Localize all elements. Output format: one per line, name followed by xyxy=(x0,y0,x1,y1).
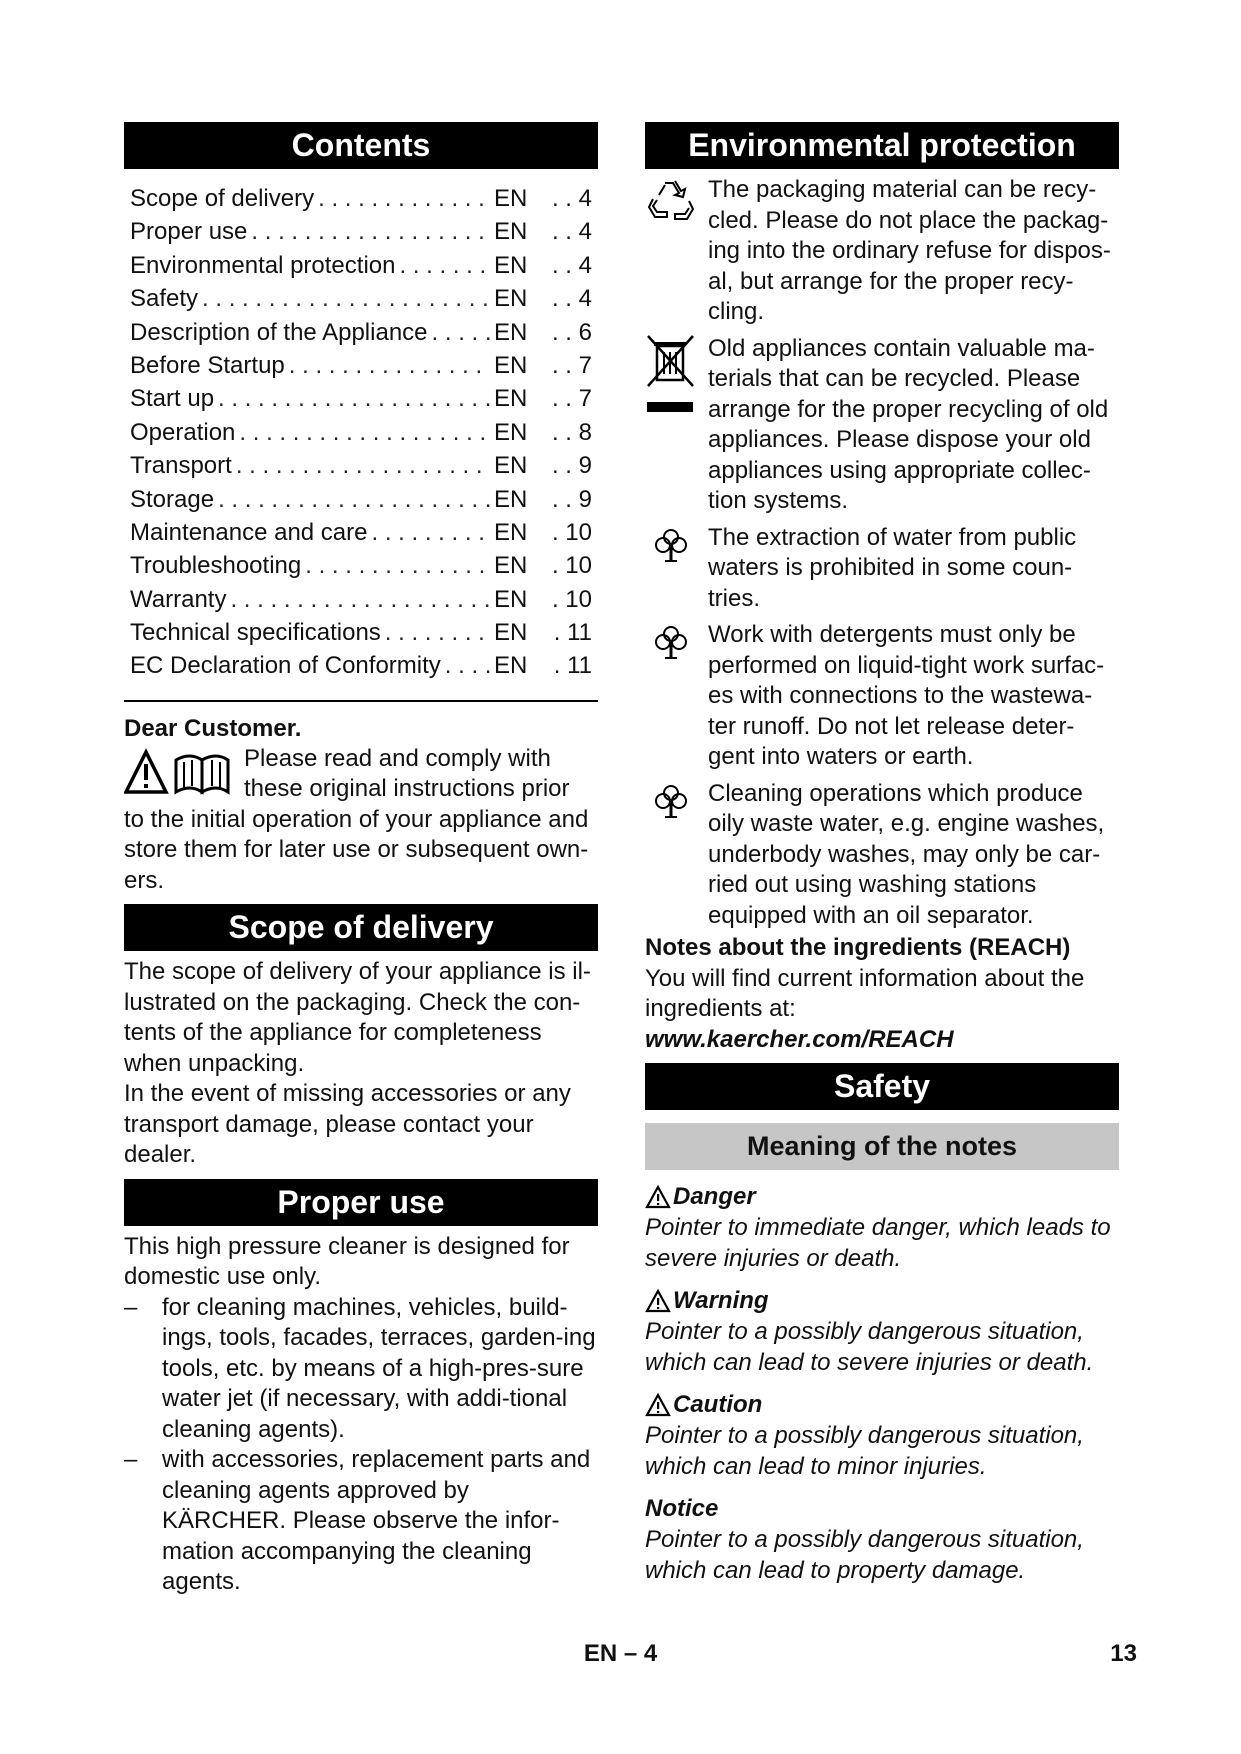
toc-leader-dots xyxy=(214,385,490,413)
toc-entry-title: Start up xyxy=(130,385,215,413)
toc-entry-lang: EN xyxy=(494,418,528,446)
table-of-contents xyxy=(124,185,598,686)
reach-text: You will find current information about the ingredients at: xyxy=(645,964,1085,1022)
toc-row xyxy=(130,586,592,619)
meaning-of-notes-heading: Meaning of the notes xyxy=(645,1123,1119,1170)
warning-triangle-icon xyxy=(645,1393,671,1417)
list-item-text: with accessories, replacement parts and cleaning agents approved by KÄRCHER. Please observe the infor-mation accompanying the cleaning agents. xyxy=(162,1446,591,1596)
warning-triangle-icon xyxy=(645,1185,671,1209)
toc-entry-page: . . 9 xyxy=(551,485,592,513)
toc-entry-lang: EN xyxy=(494,552,528,580)
proper-use-paragraph: This high pressure cleaner is designed for domestic use only. xyxy=(124,1232,570,1291)
toc-entry-lang: EN xyxy=(494,385,528,413)
toc-entry-page: . 10 xyxy=(551,585,592,613)
list-dash: – xyxy=(124,1446,138,1474)
toc-entry-title: Troubleshooting xyxy=(130,552,302,580)
env-item-detergents xyxy=(645,620,1119,773)
note-danger xyxy=(645,1182,1119,1274)
toc-row xyxy=(130,519,592,552)
toc-entry-page: . . 6 xyxy=(551,318,592,346)
dear-customer-heading: Dear Customer. xyxy=(124,714,302,742)
toc-entry-page: . . 4 xyxy=(551,285,592,313)
env-item-old-appliances xyxy=(645,334,1119,517)
toc-leader-dots xyxy=(301,552,490,580)
toc-row xyxy=(130,452,592,485)
toc-entry-title: Transport xyxy=(130,452,232,480)
crossed-bin-icon xyxy=(645,334,697,418)
toc-entry-page: . 10 xyxy=(551,518,592,546)
note-label: Danger xyxy=(673,1183,756,1210)
toc-leader-dots xyxy=(314,185,490,213)
toc-entry-lang: EN xyxy=(494,619,528,647)
toc-entry-lang: EN xyxy=(494,485,528,513)
intro-line-3: to the initial operation of your appliance and xyxy=(124,805,589,833)
toc-leader-dots xyxy=(235,419,490,447)
note-caution xyxy=(645,1390,1119,1482)
intro-line-5: ers. xyxy=(124,866,165,894)
toc-entry-title: Before Startup xyxy=(130,351,285,379)
toc-leader-dots xyxy=(226,586,490,614)
toc-leader-dots xyxy=(285,352,490,380)
toc-entry-title: Maintenance and care xyxy=(130,518,368,546)
list-dash: – xyxy=(124,1293,138,1321)
warning-manual-icon xyxy=(124,748,234,798)
env-text: Old appliances contain valuable ma-terials that can be recycled. Please arrange for the proper recycling of old appliances. Please dispose your old appliances using appropriate collec-tion systems. xyxy=(708,334,1109,514)
toc-leader-dots xyxy=(368,519,491,547)
toc-leader-dots xyxy=(381,619,490,647)
toc-entry-lang: EN xyxy=(494,452,528,480)
toc-entry-title: Safety xyxy=(130,285,199,313)
toc-entry-page: . . 4 xyxy=(551,185,592,212)
footer-page-number: 13 xyxy=(1110,1640,1137,1667)
toc-entry-page: . 11 xyxy=(553,619,592,647)
intro-line-4: store them for later use or subsequent own- xyxy=(124,836,589,864)
toc-row xyxy=(130,385,592,418)
toc-entry-page: . . 7 xyxy=(551,385,592,413)
toc-entry-lang: EN xyxy=(494,351,528,379)
warning-triangle-icon xyxy=(645,1289,671,1313)
left-column xyxy=(124,122,598,1598)
toc-entry-lang: EN xyxy=(494,218,528,246)
safety-heading: Safety xyxy=(645,1063,1119,1110)
toc-entry-lang: EN xyxy=(494,251,528,279)
toc-leader-dots xyxy=(428,319,490,347)
note-text: Pointer to a possibly dangerous situation, which can lead to property damage. xyxy=(645,1526,1084,1584)
note-label: Warning xyxy=(673,1287,769,1314)
tree-icon xyxy=(651,622,691,662)
scope-paragraph-1: The scope of delivery of your appliance is il-lustrated on the packaging. Check the con-tents of the appliance for completeness when unpacking. xyxy=(124,958,591,1077)
toc-entry-lang: EN xyxy=(494,318,528,346)
reach-heading: Notes about the ingredients (REACH) xyxy=(645,934,1071,961)
toc-entry-title: Environmental protection xyxy=(130,251,396,279)
toc-row xyxy=(130,285,592,318)
scope-heading: Scope of delivery xyxy=(124,904,598,951)
toc-entry-page: . . 9 xyxy=(551,452,592,480)
toc-entry-lang: EN xyxy=(494,285,528,313)
toc-entry-title: Description of the Appliance xyxy=(130,318,428,346)
intro-line-1: Please read and comply with xyxy=(244,744,551,772)
intro-line-2: these original instructions prior xyxy=(244,775,570,803)
toc-entry-title: Proper use xyxy=(130,218,248,246)
env-item-oily-waste-water xyxy=(645,779,1119,932)
tree-icon xyxy=(651,781,691,821)
toc-entry-page: . 10 xyxy=(551,552,592,580)
toc-row xyxy=(130,218,592,251)
note-label: Caution xyxy=(673,1391,763,1418)
toc-entry-lang: EN xyxy=(494,585,528,613)
env-text: Work with detergents must only be performed on liquid-tight work surfac-es with connections to the wastewa-ter runoff. Do not let release deter-gent into waters or earth. xyxy=(708,621,1105,770)
footer-section-page: EN – 4 xyxy=(583,1640,658,1667)
scope-paragraph-2: In the event of missing accessories or any transport damage, please contact your dealer. xyxy=(124,1080,571,1169)
toc-entry-title: Storage xyxy=(130,485,215,513)
toc-leader-dots xyxy=(214,486,490,514)
toc-row xyxy=(130,552,592,585)
list-item xyxy=(124,1293,598,1446)
note-text: Pointer to a possibly dangerous situation, which can lead to severe injuries or death. xyxy=(645,1318,1094,1376)
env-text: The extraction of water from public waters is prohibited in some coun-tries. xyxy=(708,523,1077,612)
toc-row xyxy=(130,652,592,685)
note-notice xyxy=(645,1494,1119,1586)
toc-entry-title: Warranty xyxy=(130,585,227,613)
toc-entry-title: Scope of delivery xyxy=(130,185,315,212)
list-item xyxy=(124,1445,598,1598)
toc-entry-page: . 11 xyxy=(553,652,592,680)
note-text: Pointer to immediate danger, which leads to severe injuries or death. xyxy=(645,1214,1111,1272)
env-text: Cleaning operations which produce oily waste water, e.g. engine washes, underbody washes, may only be car-ried out using washing stations equipped with an oil separator. xyxy=(708,779,1105,929)
toc-entry-title: Technical specifications xyxy=(130,619,381,647)
toc-entry-page: . . 8 xyxy=(551,418,592,446)
toc-row xyxy=(130,619,592,652)
toc-leader-dots xyxy=(198,285,490,313)
toc-row xyxy=(130,419,592,452)
toc-entry-lang: EN xyxy=(494,518,528,546)
environmental-protection-heading: Environmental protection xyxy=(645,122,1119,169)
toc-row xyxy=(130,319,592,352)
toc-leader-dots xyxy=(232,452,490,480)
recycle-icon xyxy=(645,177,697,229)
toc-leader-dots xyxy=(247,218,490,246)
toc-leader-dots xyxy=(395,252,490,280)
toc-leader-dots xyxy=(441,652,490,680)
toc-row xyxy=(130,185,592,218)
toc-entry-title: Operation xyxy=(130,418,236,446)
toc-entry-lang: EN xyxy=(494,185,528,212)
toc-row xyxy=(130,352,592,385)
toc-entry-page: . . 4 xyxy=(551,218,592,246)
toc-entry-title: EC Declaration of Conformity xyxy=(130,652,441,680)
env-text: The packaging material can be recy-cled. Please do not place the packag-ing into the ordinary refuse for dispos-al, but arrange for the proper recy-cling. xyxy=(708,176,1111,325)
toc-row xyxy=(130,252,592,285)
reach-link[interactable]: www.kaercher.com/REACH xyxy=(645,1025,954,1053)
toc-entry-lang: EN xyxy=(494,652,528,680)
toc-row xyxy=(130,486,592,519)
note-warning xyxy=(645,1286,1119,1378)
note-text: Pointer to a possibly dangerous situation, which can lead to minor injuries. xyxy=(645,1422,1084,1480)
env-item-packaging xyxy=(645,175,1119,328)
list-item-text: for cleaning machines, vehicles, build-ings, tools, facades, terraces, garden-ing tools, etc. by means of a high-pres-sure water jet (if necessary, with addi-tional cleaning agents). xyxy=(162,1293,596,1443)
proper-use-heading: Proper use xyxy=(124,1179,598,1226)
note-label: Notice xyxy=(645,1495,719,1522)
tree-icon xyxy=(651,525,691,565)
env-item-water-extraction xyxy=(645,523,1119,615)
intro-block xyxy=(124,744,598,897)
contents-heading: Contents xyxy=(124,122,598,169)
divider xyxy=(124,700,598,702)
right-column xyxy=(645,122,1119,1586)
toc-entry-page: . . 4 xyxy=(551,251,592,279)
toc-entry-page: . . 7 xyxy=(551,351,592,379)
